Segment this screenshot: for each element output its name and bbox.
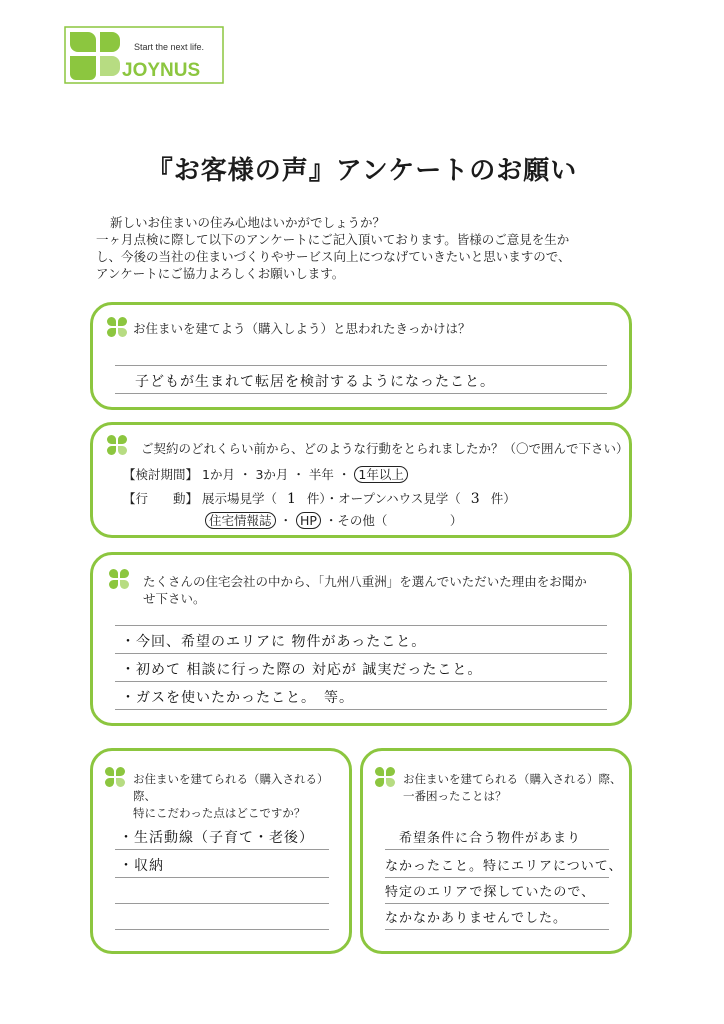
answer-5-item: なかなかありませんでした。 <box>385 911 568 926</box>
answer-line <box>115 625 607 626</box>
answer-line <box>115 393 607 394</box>
question-box-3 <box>90 552 632 726</box>
question-5-text <box>403 771 622 805</box>
answer-line <box>385 903 609 904</box>
answer-3-item: ・ガスを使いたかったこと。 等。 <box>121 690 354 706</box>
action-count-openhouse: 3 <box>470 491 481 507</box>
question-5-line: 一番困ったことは？ <box>403 789 507 803</box>
action-selected-magazine: 住宅情報誌 <box>205 512 276 529</box>
question-1-text: お住まいを建てよう（購入しよう）と思われたきっかけは？ <box>133 321 471 336</box>
answer-5-item: 特定のエリアで探していたので、 <box>385 885 596 900</box>
intro-text <box>96 214 656 282</box>
action-row-2 <box>205 511 462 529</box>
intro-line: 一ヶ月点検に際して以下のアンケートにご記入頂いております。皆様のご意見を生か <box>96 232 570 247</box>
period-sep: ・ <box>238 467 252 482</box>
answer-3-item: ・初めて 相談に行った際の 対応が 誠実だったこと。 <box>121 662 483 678</box>
question-4-line: お住まいを建てられる（購入される）際、 <box>133 772 329 803</box>
period-selected: 1年以上 <box>354 466 407 483</box>
question-box-1 <box>90 302 632 410</box>
clover-icon <box>375 767 397 789</box>
period-label: 【検討期間】 <box>123 467 199 482</box>
question-box-5 <box>360 748 632 954</box>
action-label: 【行 動】 <box>123 491 199 506</box>
question-4-line: 特にこだわった点はどこですか？ <box>133 806 306 820</box>
action-text: 件）・オープンハウス見学（ <box>306 491 461 506</box>
action-text: 件） <box>490 491 516 506</box>
action-selected-hp: HP <box>296 512 321 529</box>
question-4-text <box>133 771 349 822</box>
answer-line <box>115 849 329 850</box>
clover-icon <box>107 435 129 457</box>
action-other: ・その他（ ） <box>324 513 463 528</box>
answer-line <box>115 709 607 710</box>
answer-5-item: なかったこと。特にエリアについて、 <box>385 859 623 874</box>
period-option: 3か月 <box>255 467 289 482</box>
intro-line: 新しいお住まいの住み心地はいかがでしょうか？ <box>110 215 386 230</box>
answer-4-item: ・生活動線（子育て・老後） <box>119 830 314 846</box>
clover-icon <box>109 569 131 591</box>
answer-line <box>385 877 609 878</box>
period-option: 半年 <box>308 467 334 482</box>
action-text: 展示場見学（ <box>202 491 278 506</box>
intro-line: し、今後の当社の住まいづくりやサービス向上につなげていきたいと思いますので、 <box>96 249 571 264</box>
action-count-showroom: 1 <box>287 491 297 507</box>
answer-1-text: 子どもが生まれて転居を検討するようになったこと。 <box>135 374 495 390</box>
answer-line <box>115 653 607 654</box>
answer-5-item: 希望条件に合う物件があまり <box>399 831 582 846</box>
answer-line <box>115 877 329 878</box>
answer-line <box>385 849 609 850</box>
clover-icon <box>105 767 127 789</box>
answer-3-item: ・今回、希望のエリアに 物件があったこと。 <box>121 634 427 650</box>
answer-4-item: ・収納 <box>119 858 164 874</box>
question-3-text <box>143 573 613 607</box>
period-sep: ・ <box>292 467 305 482</box>
answer-line <box>115 365 607 366</box>
question-2-text: ご契約のどれくらい前から、どのような行動をとられましたか？（〇で囲んで下さい） <box>141 441 629 456</box>
answer-line <box>115 681 607 682</box>
question-3-line: せ下さい。 <box>143 591 206 606</box>
question-box-2 <box>90 422 632 538</box>
page-title: 『お客様の声』アンケートのお願い <box>146 156 578 186</box>
action-sep: ・ <box>279 513 293 528</box>
question-box-4 <box>90 748 352 954</box>
period-option: 1か月 <box>202 467 235 482</box>
answer-line <box>385 929 609 930</box>
answer-line <box>115 929 329 930</box>
logo-tagline: Start the next life. <box>134 42 205 52</box>
intro-line: アンケートにご協力よろしくお願いします。 <box>96 266 345 281</box>
joynus-logo <box>64 26 224 84</box>
action-row <box>123 489 516 507</box>
period-row <box>123 465 408 483</box>
answer-line <box>115 903 329 904</box>
logo-graphic <box>64 26 224 84</box>
question-3-line: たくさんの住宅会社の中から、「九州八重洲」を選んでいただいた理由をお聞か <box>143 574 587 589</box>
clover-icon <box>107 317 129 339</box>
logo-brand: JOYNUS <box>122 60 201 81</box>
question-5-line: お住まいを建てられる（購入される）際、 <box>403 772 622 786</box>
period-sep: ・ <box>337 467 351 482</box>
